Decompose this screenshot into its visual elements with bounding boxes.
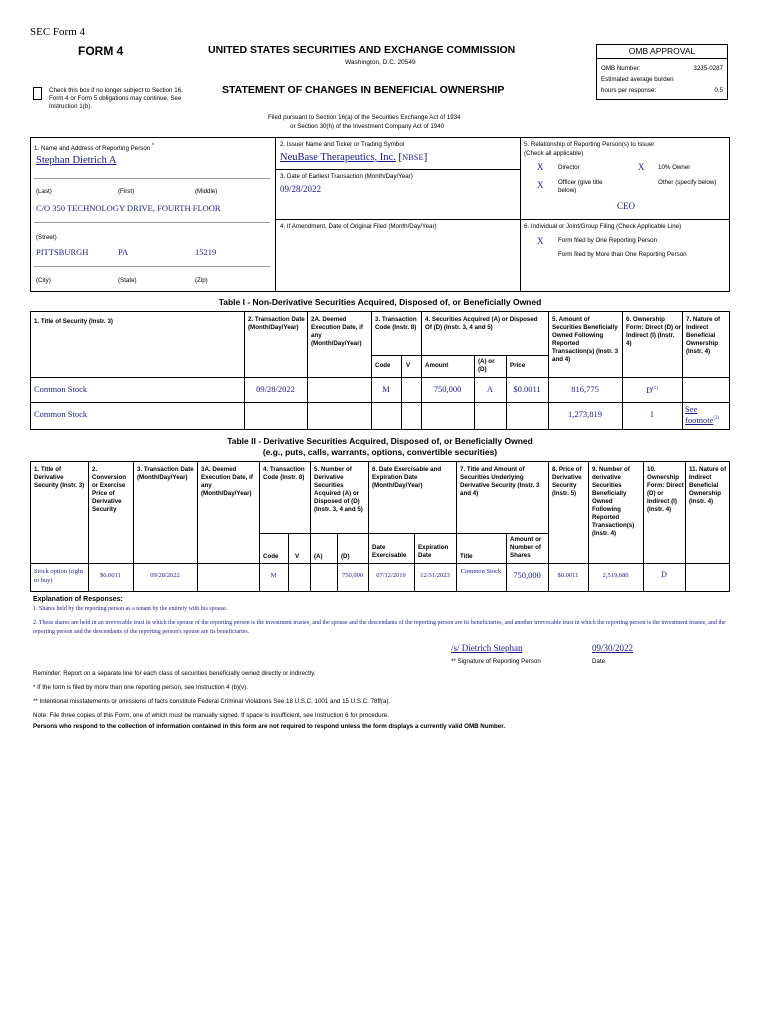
- t1-row2-owned: 1,273,819: [568, 409, 602, 419]
- t1-h-v-col: V: [406, 362, 411, 369]
- doc-label: SEC Form 4: [30, 26, 86, 38]
- t1-h-date: 2. Transaction Date (Month/Day/Year): [248, 316, 305, 331]
- t2-row-form: D: [661, 570, 667, 579]
- agency-name: UNITED STATES SECURITIES AND EXCHANGE COMMISSION: [208, 44, 516, 56]
- issuer-name-ticker: NeuBase Therapeutics, Inc. [NBSE]: [280, 152, 428, 163]
- filed-pursuant-line-1: Filed pursuant to Section 16(a) of the Securities Exchange Act of 1934: [268, 114, 461, 121]
- issuer-name[interactable]: NeuBase Therapeutics, Inc.: [280, 152, 396, 163]
- omb-hours-value: 0.5: [714, 87, 723, 94]
- earliest-date-label: 3. Date of Earliest Transaction (Month/Day/Year): [280, 173, 413, 180]
- street-label: (Street): [36, 234, 57, 241]
- director-mark[interactable]: X: [537, 162, 544, 172]
- footnote-2: 2. These shares are held in an irrevocable trust in which the spouse of the reporting person is the investment trustee, and the spouse and the descendants of the reporting person are its beneficiaries, and another irrevocable trust in which the reporting person is the investment trustee, and the reporting person and the descendants of the reporting person's spouse are its beneficiaries.: [33, 620, 726, 635]
- t1-h-securities: 4. Securities Acquired (A) or Disposed Of (D) (Instr. 3, 4 and 5): [425, 316, 538, 331]
- note-2: ** Intentional misstatements or omissions of facts constitute Federal Criminal Violations See 18 U.S.C. 1001 and 15 U.S.C. 78ff(a).: [33, 698, 391, 705]
- statement-title: STATEMENT OF CHANGES IN BENEFICIAL OWNERSHIP: [222, 84, 505, 96]
- reporting-person-address: C/O 350 TECHNOLOGY DRIVE, FOURTH FLOOR: [36, 203, 221, 213]
- omb-title: OMB APPROVAL: [597, 45, 727, 59]
- footnote-1: 1. Shares held by the reporting person as a tenant by the entirety with his spouse.: [33, 606, 228, 612]
- t1-h-price-col: Price: [510, 362, 526, 369]
- t1-h-title: 1. Title of Security (Instr. 3): [34, 318, 113, 325]
- t2-h-conversion: 2. Conversion or Exercise Price of Derivative Security: [92, 466, 127, 513]
- t1-h-aord-col: (A) or (D): [478, 358, 495, 373]
- t2-h-underlying: 7. Title and Amount of Securities Underlying Derivative Security (Instr. 3 and 4): [460, 466, 540, 497]
- t1-row1-code: M: [382, 384, 390, 394]
- t2-h-date: 3. Transaction Date (Month/Day/Year): [137, 466, 194, 481]
- t1-row1-date: 09/28/2022: [256, 384, 295, 394]
- officer-mark[interactable]: X: [537, 180, 544, 190]
- t2-row-d: 750,000: [341, 572, 364, 579]
- table2-subtitle: (e.g., puts, calls, warrants, options, convertible securities): [262, 447, 498, 457]
- other-label: Other (specify below): [658, 179, 717, 186]
- form-title: FORM 4: [78, 44, 124, 58]
- t1-row2-title: Common Stock: [34, 409, 88, 419]
- agency-location: Washington, D.C. 20549: [345, 59, 416, 66]
- note-1: * If the form is filed by more than one reporting person, see Instruction 4 (b)(v).: [33, 684, 248, 691]
- checkbox-text: Check this box if no longer subject to Section 16. Form 4 or Form 5 obligations may continue. See Instruction 1(b).: [49, 87, 183, 110]
- filing-label: 6. Individual or Joint/Group Filing (Check Applicable Line): [524, 223, 682, 230]
- t2-h-form: 10. Ownership Form: Direct (D) or Indirect (I) (Instr. 4): [647, 466, 684, 513]
- state-value: PA: [118, 247, 129, 257]
- relationship-sublabel: (Check all applicable): [524, 150, 584, 157]
- zip-label: (Zip): [195, 277, 208, 284]
- ten-percent-owner-mark[interactable]: X: [638, 162, 645, 172]
- t2-row-exercisable: 07/12/2019: [376, 572, 406, 579]
- t2-h-title: 1. Title of Derivative Security (Instr. 3): [34, 466, 85, 489]
- t2-row-title: Stock option (right to buy): [34, 568, 84, 584]
- note-3: Note: File three copies of this Form, one of which must be manually signed. If space is insufficient, see Instruction 6 for procedure.: [33, 712, 389, 719]
- director-label: Director: [558, 164, 580, 171]
- relationship-label: 5. Relationship of Reporting Person(s) to Issuer: [524, 141, 655, 148]
- t1-h-code: 3. Transaction Code (Instr. 8): [375, 316, 417, 331]
- city-value: PITTSBURGH: [36, 247, 89, 257]
- zip-value: 15219: [195, 247, 217, 257]
- t1-row2-nature[interactable]: See footnote$^{(2)}$: [685, 404, 720, 425]
- t1-h-nature: 7. Nature of Indirect Beneficial Ownership (Instr. 4): [686, 316, 721, 355]
- one-person-mark[interactable]: X: [537, 236, 544, 246]
- t2-row-date: 09/28/2022: [150, 572, 180, 579]
- earliest-date-value: 09/28/2022: [280, 184, 322, 194]
- t2-h-code: 4. Transaction Code (Instr. 8): [263, 466, 305, 481]
- more-persons-label: Form filed by More than One Reporting Person: [558, 251, 687, 258]
- officer-title: CEO: [617, 201, 635, 211]
- t1-h-code-col: Code: [375, 362, 391, 369]
- no-longer-subject-checkbox[interactable]: [33, 87, 42, 100]
- t2-row-code: M: [270, 572, 277, 579]
- issuer-ticker: NBSE: [401, 152, 424, 162]
- first-label: (First): [118, 188, 135, 195]
- amendment-label: 4. If Amendment, Date of Original Filed (Month/Day/Year): [280, 223, 437, 230]
- note-4: Persons who respond to the collection of information contained in this form are not required to respond unless the form displays a currently valid OMB Number.: [33, 723, 506, 730]
- t2-h-nature: 11. Nature of Indirect Beneficial Ownership (Instr. 4): [689, 466, 727, 505]
- t1-h-amount-col: Amount: [425, 362, 449, 369]
- filed-pursuant-line-2: or Section 30(h) of the Investment Company Act of 1940: [290, 123, 445, 130]
- t2-row-owned: 2,519,680: [602, 572, 629, 579]
- explanation-title: Explanation of Responses:: [33, 596, 123, 603]
- issuer-label: 2. Issuer Name and Ticker or Trading Symbol: [280, 141, 405, 148]
- omb-approval-box: [596, 44, 728, 100]
- signature-date-label: Date: [592, 658, 606, 665]
- table2-title: Table II - Derivative Securities Acquired, Disposed of, or Beneficially Owned: [227, 436, 533, 446]
- t1-h-form: 6. Ownership Form: Direct (D) or Indirect (I) (Instr. 4): [626, 316, 682, 347]
- city-label: (City): [36, 277, 51, 284]
- t2-h-date-ex-col: Date Exercisable: [372, 544, 407, 559]
- t2-h-title-col: Title: [460, 553, 473, 560]
- table1-title: Table I - Non-Derivative Securities Acquired, Disposed of, or Beneficially Owned: [218, 297, 542, 307]
- reporting-person-label: 1. Name and Address of Reporting Person *: [34, 143, 154, 153]
- middle-label: (Middle): [195, 188, 218, 195]
- t2-h-amount-col: Amount or Number of Shares: [510, 536, 542, 559]
- omb-burden-label: Estimated average burden: [601, 76, 674, 83]
- t1-h-owned: 5. Amount of Securities Beneficially Owned Following Reported Transaction(s) (Instr. 3 and 4): [552, 316, 619, 363]
- t2-h-a-col: (A): [314, 553, 323, 560]
- t1-row1-price: $0.0011: [513, 384, 541, 394]
- t2-h-price: 8. Price of Derivative Security (Instr. 5): [552, 466, 582, 497]
- omb-number-value: 3235-0287: [693, 65, 723, 72]
- t2-row-underlying-amount: 750,000: [513, 570, 541, 580]
- t1-h-deemed: 2A. Deemed Execution Date, if any (Month/Day/Year): [311, 316, 363, 347]
- t2-row-deriv-price: $0.0011: [557, 572, 579, 579]
- ten-percent-owner-label: 10% Owner: [658, 164, 691, 171]
- t2-row-expiration: 12/31/2023: [420, 572, 450, 579]
- t1-row1-form: $D^{(1)}$: [646, 384, 658, 395]
- reminder-note: Reminder: Report on a separate line for each class of securities beneficially owned directly or indirectly.: [33, 670, 316, 677]
- omb-hours-label: hours per response:: [601, 87, 657, 94]
- t2-h-owned: 9. Number of derivative Securities Beneficially Owned Following Reported Transaction(s) (Instr. 4): [592, 466, 635, 537]
- t1-row1-owned: 816,775: [571, 384, 599, 394]
- t2-h-deemed: 3A. Deemed Execution Date, if any (Month/Day/Year): [201, 466, 253, 497]
- officer-label: Officer (give title below): [558, 179, 603, 194]
- t2-h-code-col: Code: [263, 553, 279, 560]
- t2-h-exercisable: 6. Date Exercisable and Expiration Date (Month/Day/Year): [372, 466, 442, 489]
- t2-row-price: $0.0011: [100, 572, 121, 579]
- state-label: (State): [118, 277, 137, 284]
- t1-row1-title: Common Stock: [34, 384, 88, 394]
- last-label: (Last): [36, 188, 52, 195]
- signature-name-label: ** Signature of Reporting Person: [451, 658, 541, 665]
- one-person-label: Form filed by One Reporting Person: [558, 237, 658, 244]
- t2-h-exp-col: Expiration Date: [418, 544, 449, 559]
- signature-date: 09/30/2022: [592, 643, 634, 653]
- t1-row2-form: I: [650, 409, 654, 419]
- t2-h-d-col: (D): [341, 553, 350, 560]
- t2-h-v-col: V: [295, 553, 300, 560]
- t2-row-underlying-title: Common Stock: [460, 568, 502, 575]
- t1-row1-ad: A: [486, 384, 494, 394]
- t1-row1-amount: 750,000: [433, 384, 462, 394]
- t2-h-number: 5. Number of Derivative Securities Acquired (A) or Disposed of (D) (Instr. 3, 4 and 5): [314, 466, 363, 513]
- signature-name: /s/ Dietrich Stephan: [451, 643, 523, 653]
- omb-number-label: OMB Number:: [601, 65, 641, 72]
- reporting-person-name[interactable]: Stephan Dietrich A: [36, 155, 117, 166]
